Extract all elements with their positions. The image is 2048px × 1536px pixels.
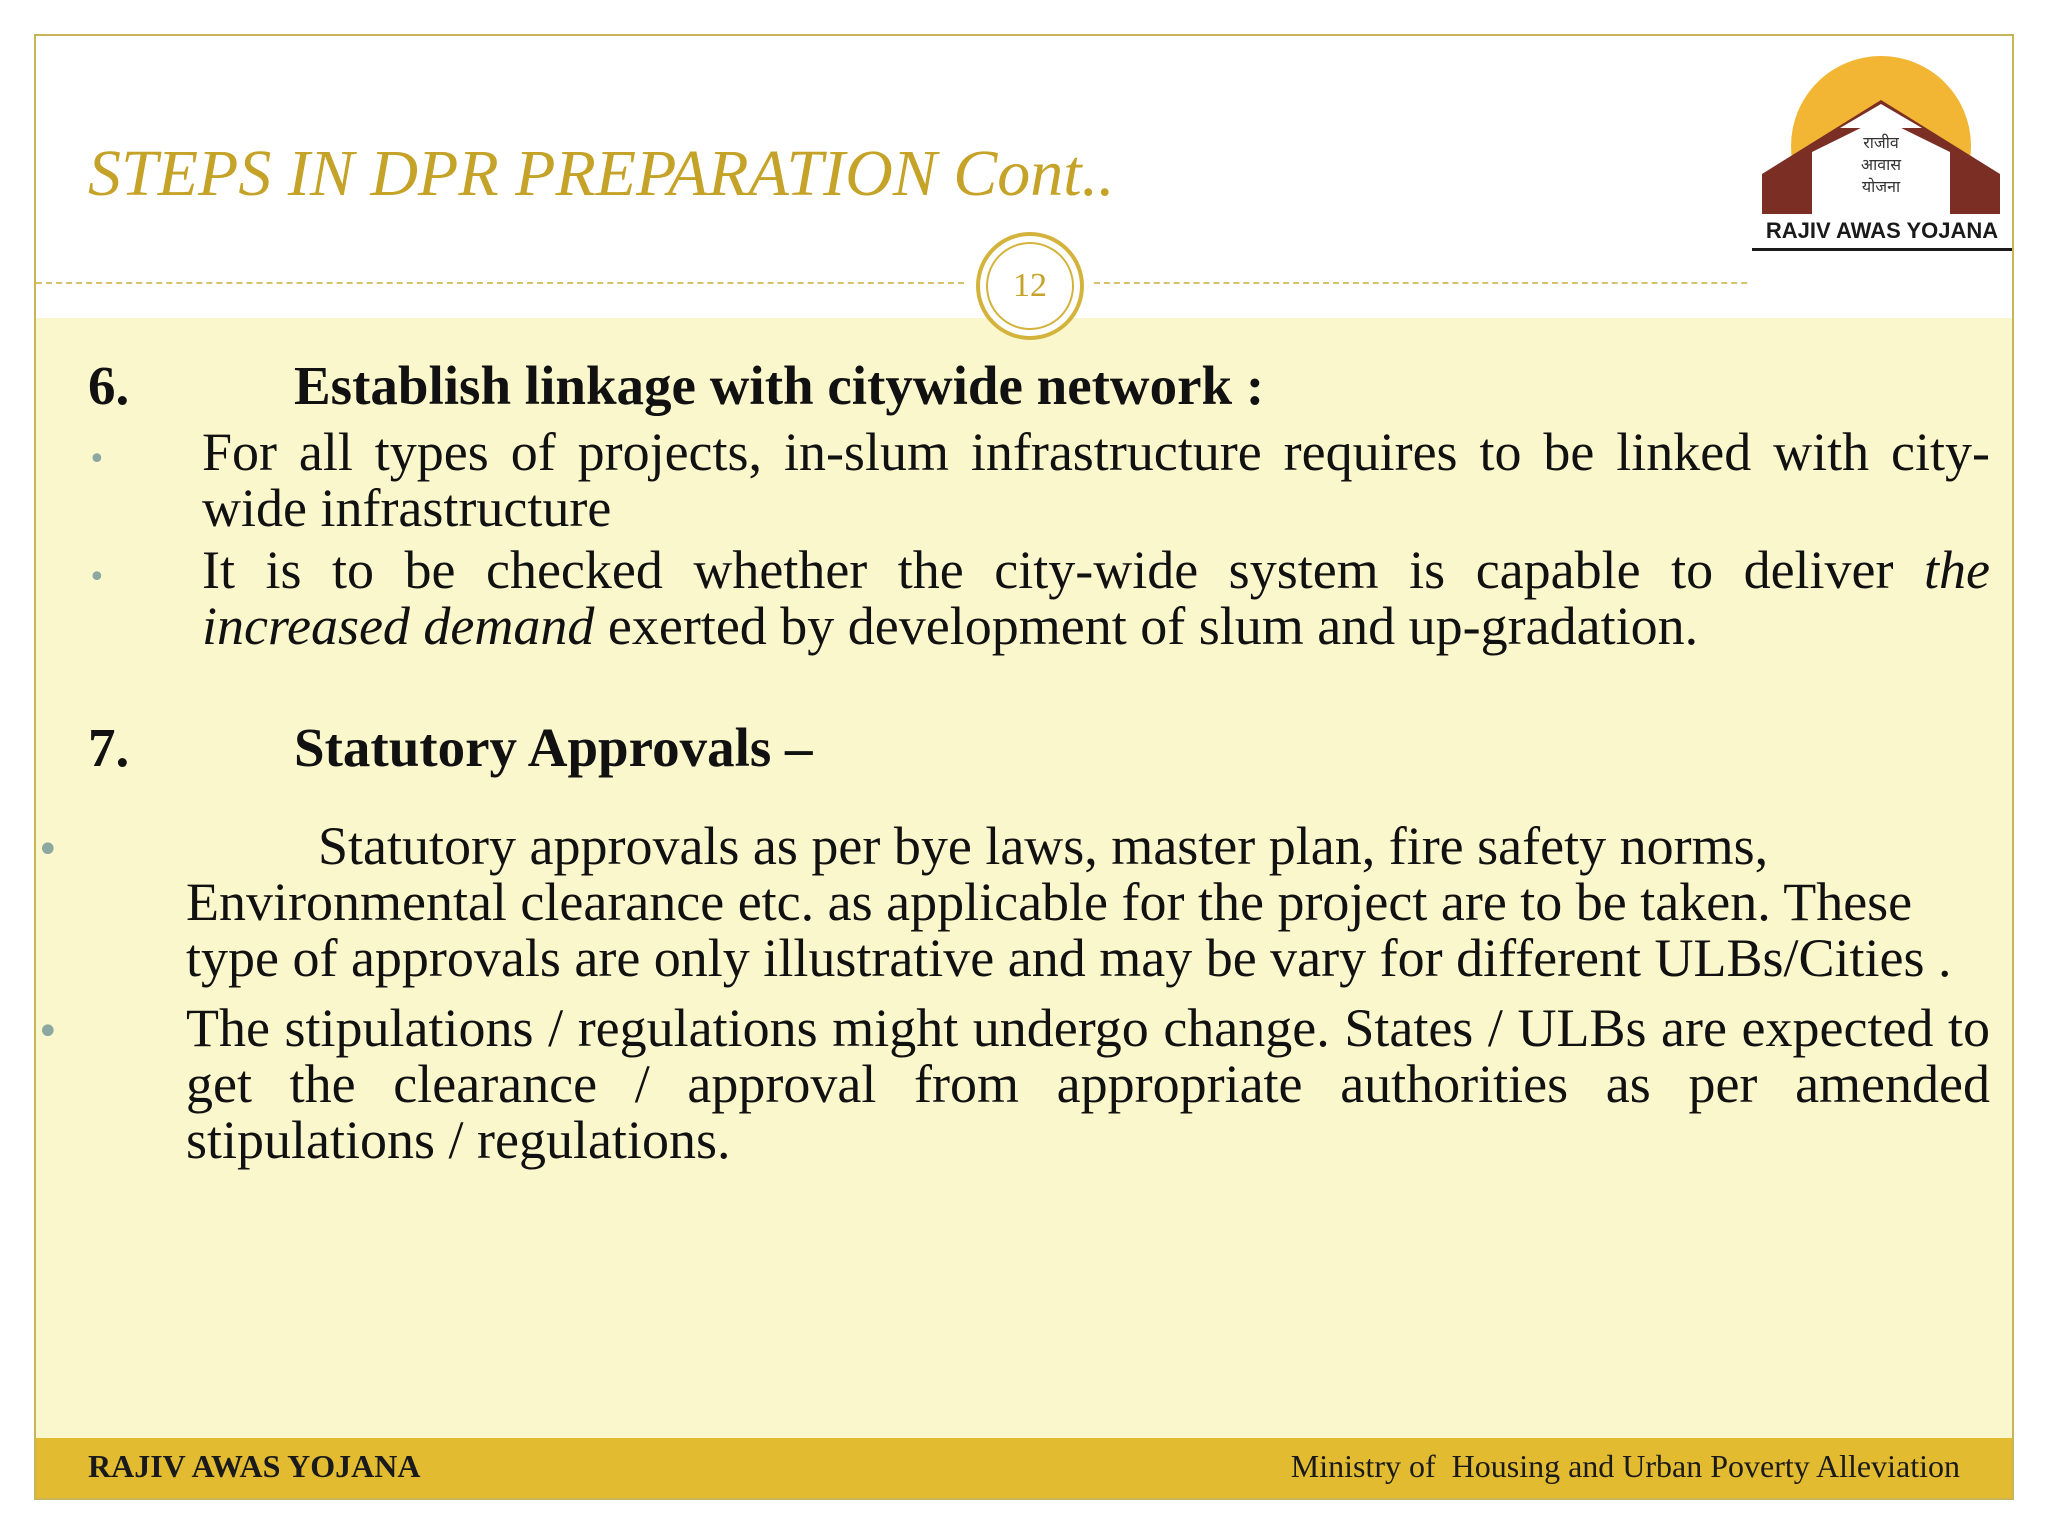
bullet-text: Statutory approvals as per bye laws, master plan, fire safety norms, Environmental clearance etc. as applicable for the project are to be taken. These type of approvals are only illustrative and may be vary for different ULBs/Cities . <box>186 816 1952 988</box>
footer-program-name: RAJIV AWAS YOJANA <box>88 1448 421 1484</box>
slide <box>34 34 2014 1500</box>
section-heading <box>88 354 1990 418</box>
section-title: Establish linkage with citywide network : <box>294 355 1265 416</box>
section-6 <box>88 354 1990 654</box>
bullet-dot-icon: • <box>88 442 106 477</box>
svg-text:राजीव: राजीव <box>1863 133 1899 152</box>
footer-ministry-name: Ministry of Housing and Urban Poverty Alleviation <box>1290 1448 1960 1484</box>
logo-caption: RAJIV AWAS YOJANA <box>1765 218 1999 243</box>
list-item <box>88 542 1990 654</box>
svg-text:योजना: योजना <box>1861 177 1901 196</box>
section-number: 6. <box>88 355 130 416</box>
rajiv-awas-yojana-logo <box>1748 42 2014 288</box>
page-number-badge <box>976 232 1084 340</box>
slide-footer <box>36 1438 2012 1500</box>
list-item <box>36 816 1990 988</box>
section-number: 7. <box>88 717 130 778</box>
header-divider-left <box>36 282 964 284</box>
slide-title: STEPS IN DPR PREPARATION Cont.. <box>88 137 1115 210</box>
bullet-dot-icon: • <box>36 1009 60 1055</box>
section-heading <box>88 716 1990 780</box>
bullet-list <box>36 816 1990 1170</box>
page-number: 12 <box>986 242 1074 330</box>
section-title: Statutory Approvals – <box>294 717 813 778</box>
slide-body <box>36 354 1990 1170</box>
list-item <box>36 998 1990 1170</box>
svg-text:आवास: आवास <box>1860 155 1902 174</box>
logo-underline <box>1752 248 2014 251</box>
bullet-list <box>88 424 1990 654</box>
bullet-dot-icon: • <box>88 560 106 595</box>
bullet-text: For all types of projects, in-slum infrastructure requires to be linked with city-wide infrastructure <box>202 422 1990 538</box>
bullet-text-end: exerted by development of slum and up-gradation. <box>594 596 1699 656</box>
bullet-text: The stipulations / regulations might undergo change. States / ULBs are expected to get the clearance / approval from appropriate authorities as per amended stipulations / regulations. <box>186 998 1990 1170</box>
list-item <box>88 424 1990 536</box>
bullet-text-italic: the increased demand <box>202 540 1990 656</box>
bullet-dot-icon: • <box>36 827 60 873</box>
section-7 <box>36 716 1990 1170</box>
bullet-text-start: It is to be checked whether the city-wide system is capable to deliver <box>202 540 1925 600</box>
